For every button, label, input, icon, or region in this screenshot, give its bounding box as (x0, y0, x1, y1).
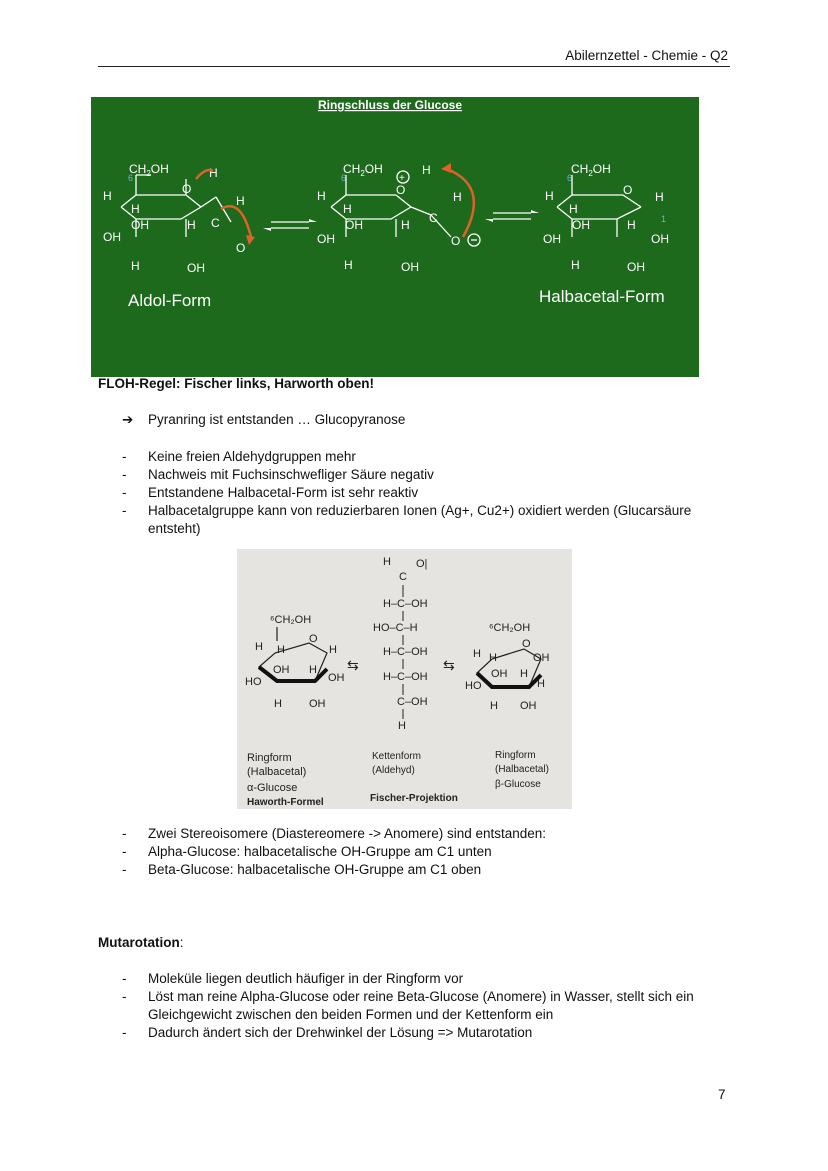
svg-text:HO: HO (465, 680, 482, 692)
svg-text:H: H (453, 190, 462, 204)
svg-text:OH: OH (187, 261, 205, 275)
bullet-list-mutarotation (118, 970, 738, 1042)
svg-text:H: H (655, 190, 664, 204)
svg-text:O: O (522, 638, 531, 650)
svg-text:H: H (274, 698, 282, 710)
header-title: Abilernzettel - Chemie - Q2 (565, 48, 728, 63)
svg-text:OH: OH (651, 232, 669, 246)
svg-text:Kettenform: Kettenform (372, 751, 421, 762)
svg-text:O|: O| (416, 558, 428, 570)
svg-text:OH: OH (273, 664, 290, 676)
svg-text:OH: OH (131, 218, 149, 232)
svg-text:H: H (627, 218, 636, 232)
glucose-forms-diagram (237, 549, 572, 809)
figure-title: Ringschluss der Glucose (317, 98, 463, 112)
arrow-point-text: Pyranring ist entstanden … Glucopyranose (148, 412, 406, 427)
svg-text:OH: OH (328, 672, 345, 684)
svg-text:⇆: ⇆ (443, 657, 455, 673)
svg-text:(Halbacetal): (Halbacetal) (247, 766, 307, 778)
svg-text:1: 1 (661, 214, 667, 224)
svg-text:H: H (309, 664, 317, 676)
svg-text:(Aldehyd): (Aldehyd) (372, 765, 415, 776)
svg-text:+: + (399, 173, 405, 184)
svg-text:O: O (182, 182, 192, 196)
ring-closure-figure (91, 97, 699, 377)
svg-text:O: O (623, 183, 633, 197)
svg-text:α-Glucose: α-Glucose (247, 782, 298, 794)
svg-text:H: H (422, 163, 431, 177)
bullet-list-stereoisomers (118, 825, 738, 879)
svg-text:6: 6 (128, 173, 134, 183)
svg-text:OH: OH (401, 260, 419, 274)
svg-text:OH: OH (491, 668, 508, 680)
svg-text:6: 6 (341, 173, 347, 183)
svg-text:H: H (489, 652, 497, 664)
svg-text:H: H (401, 218, 410, 232)
svg-text:O: O (396, 183, 406, 197)
svg-text:H–C–OH: H–C–OH (383, 671, 428, 683)
glucose-forms-photo (237, 549, 572, 809)
svg-text:H: H (545, 189, 554, 203)
svg-text:H: H (329, 644, 337, 656)
list-item: - Dadurch ändert sich der Drehwinkel der Lösung => Mutarotation (122, 1025, 533, 1040)
mutarotation-heading-line: Mutarotation: (98, 935, 184, 950)
list-item: - Zwei Stereoisomere (Diastereomere -> Anomere) sind entstanden: (122, 826, 547, 841)
list-item: - Nachweis mit Fuchsinschwefliger Säure negativ (122, 467, 434, 482)
svg-text:H: H (571, 258, 580, 272)
svg-text:Ringform: Ringform (247, 752, 292, 764)
svg-text:⁶CH₂OH: ⁶CH₂OH (489, 622, 531, 634)
svg-text:(Halbacetal): (Halbacetal) (495, 764, 549, 775)
svg-text:H: H (537, 678, 545, 690)
svg-text:H: H (383, 556, 391, 568)
list-item: - Beta-Glucose: halbacetalische OH-Gruppe am C1 oben (122, 862, 482, 877)
svg-text:H: H (398, 720, 406, 732)
svg-text:H–C–OH: H–C–OH (383, 598, 428, 610)
halbacetal-form-label: Halbacetal-Form (539, 287, 665, 306)
svg-text:C–OH: C–OH (397, 696, 428, 708)
svg-text:OH: OH (317, 232, 335, 246)
list-item: - Entstandene Halbacetal-Form ist sehr reaktiv (122, 485, 419, 500)
svg-text:C: C (429, 211, 438, 225)
svg-text:OH: OH (103, 230, 121, 244)
bullet-list-properties (118, 448, 738, 538)
svg-text:H–C–OH: H–C–OH (383, 646, 428, 658)
svg-text:H: H (473, 648, 481, 660)
arrow-right-icon: ➔ (122, 412, 134, 427)
svg-text:H: H (236, 194, 245, 208)
svg-text:OH: OH (572, 218, 590, 232)
list-item: - Keine freien Aldehydgruppen mehr (122, 449, 356, 464)
svg-text:CH2OH: $CH_2OH$ (343, 162, 383, 178)
svg-text:H: H (209, 166, 218, 180)
svg-text:C: C (399, 571, 407, 583)
svg-text:OH: OH (627, 260, 645, 274)
svg-text:OH: OH (520, 700, 537, 712)
svg-text:HO–C–H: HO–C–H (373, 622, 418, 634)
aldol-form-label: Aldol-Form (128, 291, 212, 310)
svg-text:6: 6 (567, 173, 573, 183)
svg-text:H: H (103, 189, 112, 203)
svg-text:⁶CH₂OH: ⁶CH₂OH (270, 614, 312, 626)
svg-text:O: O (451, 234, 461, 248)
floh-rule: FLOH-Regel: Fischer links, Harworth oben! (98, 376, 375, 391)
svg-text:O: O (236, 241, 246, 255)
svg-text:⇆: ⇆ (347, 657, 359, 673)
svg-text:CH2OH: $CH_2OH$ (571, 162, 611, 178)
svg-text:OH: OH (345, 218, 363, 232)
svg-text:H: H (569, 202, 578, 216)
svg-text:Haworth-Formel: Haworth-Formel (247, 797, 324, 808)
svg-text:H: H (343, 202, 352, 216)
svg-text:CH2OH: $CH_2OH$ (129, 162, 169, 178)
page-number: 7 (718, 1087, 726, 1102)
svg-text:H: H (187, 218, 196, 232)
svg-text:H: H (277, 644, 285, 656)
svg-text:OH: OH (543, 232, 561, 246)
list-item: - Moleküle liegen deutlich häufiger in der Ringform vor (122, 971, 464, 986)
svg-text:HO: HO (245, 676, 262, 688)
svg-text:C: C (211, 216, 220, 230)
ring-closure-diagram (91, 97, 699, 377)
svg-text:β-Glucose: β-Glucose (495, 779, 541, 790)
list-item: - Halbacetalgruppe kann von reduzierbaren Ionen (Ag+, Cu2+) oxidiert werden (Glucarsäure entsteht) (122, 503, 692, 536)
svg-text:H: H (317, 189, 326, 203)
svg-text:Ringform: Ringform (495, 750, 536, 761)
svg-text:OH: OH (533, 652, 550, 664)
arrow-point (122, 412, 405, 428)
svg-text:H: H (344, 258, 353, 272)
svg-text:H: H (520, 668, 528, 680)
svg-text:Fischer-Projektion: Fischer-Projektion (370, 793, 458, 804)
svg-text:OH: OH (309, 698, 326, 710)
mutarotation-heading: Mutarotation (98, 935, 180, 950)
svg-text:H: H (255, 641, 263, 653)
svg-text:H: H (131, 259, 140, 273)
list-item: - Löst man reine Alpha-Glucose oder reine Beta-Glucose (Anomere) in Wasser, stellt sich ein Gleichgewicht zwischen den beiden Formen und der Kettenform ein (122, 989, 694, 1022)
svg-text:H: H (131, 202, 140, 216)
svg-text:O: O (309, 633, 318, 645)
page-header (98, 46, 730, 67)
svg-text:H: H (490, 700, 498, 712)
list-item: - Alpha-Glucose: halbacetalische OH-Gruppe am C1 unten (122, 844, 492, 859)
